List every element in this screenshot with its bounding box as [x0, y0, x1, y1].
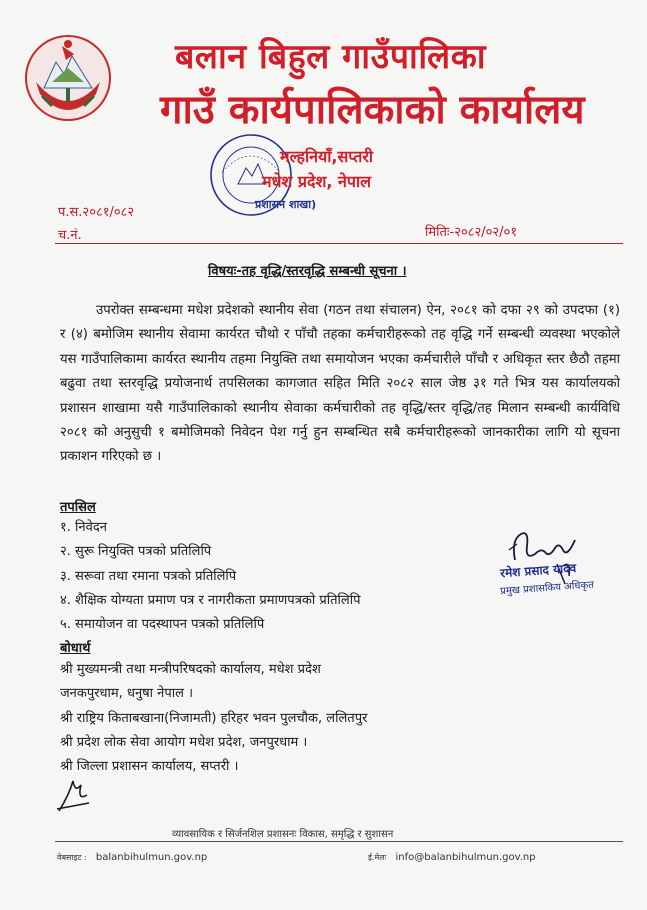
stamp-label: प्रशासन शाखा) [255, 198, 317, 211]
body-paragraph: उपरोक्त सम्बन्धमा मधेश प्रदेशको स्थानीय सेवा (गठन तथा संचालन) ऐन, २०८१ को दफा २९ को उपदफा (१) र (४) बमोजिम स्थानीय सेवामा कार्यरत चौथो र पाँचौ तहका कर्मचारीहरूको तह वृद्धि गर्ने सम्बन्धी व्यवस्था भएकोले यस गाउँपालिकामा कार्यरत स्थानीय तहमा नियुक्ति तथा समायोजन भएका कर्मचारीले पाँचौ र अधिकृत स्तर छैठौ तहमा बढुवा तथा स्तरवृद्धि प्रयोजनार्थ तपसिलका कागजात सहित मिति २०८२ साल जेष्ठ ३१ गते भित्र यस कार्यालयको प्रशासन शाखामा यसै गाउँपालिकाको स्थानीय सेवाका कर्मचारीको तह वृद्धि/स्तर वृद्धि/तह मिलान सम्बन्धी कार्यविधि २०८१ को अनुसुची १ बमोजिमको निवेदन पेश गर्नु हुन सम्बन्धित सबै कर्मचारीहरूको जानकारीका लागि यो सूचना प्रकाशन गरिएको छ । [60, 303, 620, 465]
list-item: ४. शैक्षिक योग्यता प्रमाण पत्र र नागरीकता प्रमाणपत्रको प्रतिलिपि [60, 592, 361, 608]
footer-divider [55, 841, 623, 842]
bodhartha-list [60, 658, 367, 779]
subject-line: विषयः-तह वृद्धि/स्तरवृद्धि सम्बन्धी सूचना । [208, 264, 407, 279]
list-item: २. सुरू नियुक्ति पत्रको प्रतिलिपि [60, 544, 212, 560]
list-item: श्री राष्ट्रिय किताबखाना(निजामती) हरिहर भवन पुलचौक, ललितपुर [60, 710, 368, 726]
list-item: श्री जिल्ला प्रशासन कार्यालय, सप्तरी । [60, 759, 239, 775]
office-name: गाउँ कार्यपालिकाको कार्यालय [160, 87, 585, 133]
email-label: ई.मेलः [368, 853, 387, 862]
dispatch-number: च.नं. [58, 228, 82, 243]
list-item: जनकपुरधाम, धनुषा नेपाल । [60, 686, 194, 702]
list-item: १. निवेदन [60, 520, 107, 535]
list-item: श्री मुख्यमन्त्री तथा मन्त्रीपरिषदको कार्यालय, मधेश प्रदेश [60, 662, 321, 677]
initials-signature-icon [55, 775, 91, 815]
website-label: वेबसाइट : [57, 853, 87, 862]
signatory-name: रमेश प्रसाद यादव [499, 560, 577, 581]
list-item: ३. सरूवा तथा रमाना पत्रको प्रतिलिपि [60, 568, 237, 584]
letter-date: मितिः-२०८२/०२/०१ [425, 225, 518, 240]
email-link[interactable]: info@balanbihulmun.gov.np [395, 852, 536, 863]
list-item: श्री प्रदेश लोक सेवा आयोग मधेश प्रदेश, जनपुरधाम । [60, 734, 308, 750]
nepal-emblem-icon [22, 32, 114, 124]
footer-motto: व्यावसायिक र सिर्जनशिल प्रशासनः विकास, समृद्धि र सुशासन [172, 829, 394, 840]
tapasil-heading: तपसिल [60, 500, 96, 515]
org-name: बलान बिहुल गाउँपालिका [175, 37, 487, 77]
address-line-2: मधेश प्रदेश, नेपाल [262, 172, 371, 191]
reference-number: प.स.२०८१/०८२ [58, 205, 135, 220]
header-divider [55, 243, 623, 244]
footer-website [57, 852, 207, 863]
tapasil-list [60, 516, 360, 637]
signatory-title: प्रमुख प्रशासकिय अधिकृत [499, 579, 595, 598]
list-item: ५. समायोजन वा पदस्थापन पत्रको प्रतिलिपि [60, 617, 265, 633]
website-link[interactable]: balanbihulmun.gov.np [95, 852, 208, 863]
signatory-block [499, 560, 595, 598]
bodhartha-heading: बोधार्थ [60, 641, 91, 656]
address-line-1: मल्हनियाँ,सप्तरी [280, 147, 374, 166]
footer-email [368, 852, 536, 863]
